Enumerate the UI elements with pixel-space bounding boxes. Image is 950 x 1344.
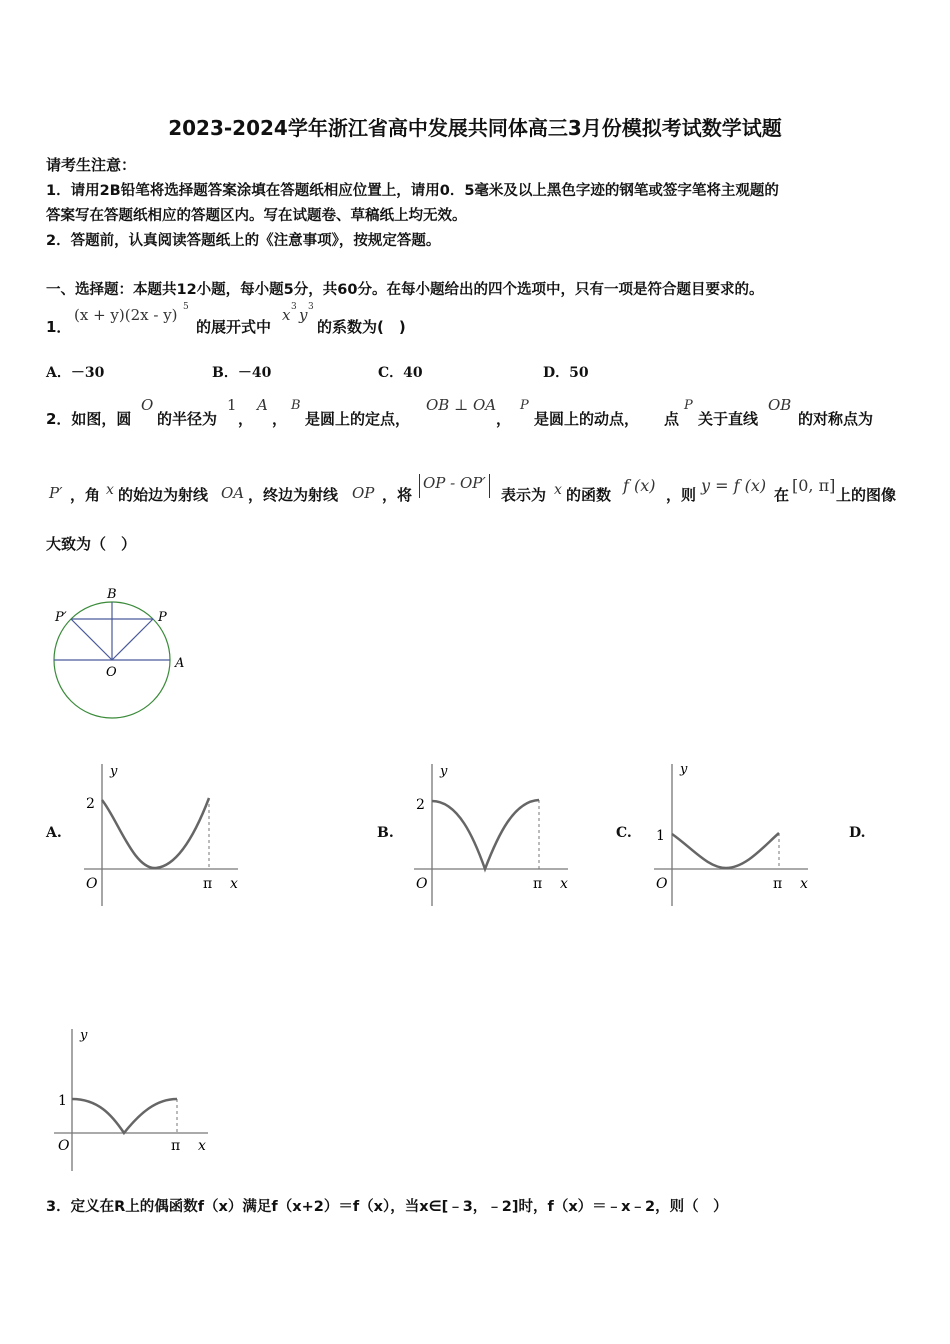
q1-option-d[interactable]: D．50 [543,365,589,381]
pi-label: π [533,876,543,892]
label-A: A [175,656,185,671]
graph-d[interactable] [48,1025,218,1175]
label-P-prime: P′ [55,610,67,625]
q2-B: B [291,398,301,413]
label-B: B [107,587,117,602]
question-2-line-2 [46,472,926,506]
q2-comma-1: ， [238,410,254,428]
q2-text-10: ，终边为射线 [248,486,339,504]
section-heading: 一、选择题：本题共12小题，每小题5分，共60分。在每小题给出的四个选项中，只有一项是符合题目要求的。 [46,282,764,298]
graph-option-d-label[interactable]: D. [849,825,866,841]
question-2-line-1 [46,394,926,428]
x-label: x [800,876,808,892]
y-tick: 2 [416,797,425,813]
q2-text-8: ，角 [70,486,101,504]
q2-O: O [141,396,154,414]
q2-OA: OA [221,484,245,502]
q1-option-a[interactable]: A．－30 [46,365,105,381]
label-O: O [106,665,117,680]
q2-text-3: 是圆上的定点， [305,410,411,428]
x-label: x [560,876,568,892]
q2-text-16: 上的图像 [836,486,897,504]
origin-label: O [416,876,428,892]
q2-text-5: 点 [664,410,680,428]
x-label: x [230,876,238,892]
q2-text-12: 表示为 [501,486,547,504]
q2-text-9: 的始边为射线 [118,486,209,504]
q1-expression: (x + y)(2x - y) [74,306,178,324]
q1-option-c[interactable]: C．40 [378,365,423,381]
y-label: y [440,764,448,779]
q2-OP: OP [352,484,375,502]
q2-P: P [520,398,529,413]
q2-text-14: ，则 [666,486,697,504]
q1-text-mid: 的展开式中 [196,318,272,336]
x-label: x [198,1138,206,1154]
graph-option-c-label[interactable]: C. [616,825,632,841]
q1-y: y [299,306,308,324]
y-tick: 1 [58,1093,67,1109]
q2-one: 1 [227,396,237,414]
q2-comma-2: ， [272,410,288,428]
q2-text-1: 2．如图，圆 [46,410,132,428]
q2-text-4: 是圆上的动点， [534,410,640,428]
q2-text-17: 大致为（ ） [46,535,137,553]
notice-heading: 请考生注意： [46,156,137,174]
y-label: y [680,762,688,777]
q1-option-b[interactable]: B．－40 [212,365,272,381]
q2-fx: f (x) [623,476,656,495]
radius-OP [112,619,153,660]
curve-c [672,833,779,868]
q1-x: x [282,306,291,324]
pi-label: π [773,876,783,892]
origin-label: O [86,876,98,892]
q2-A: A [257,396,268,414]
pi-label: π [171,1138,181,1154]
y-tick: 1 [656,828,665,844]
notice-line-1b: 答案写在答题纸相应的答题区内。写在试题卷、草稿纸上均无效。 [46,208,467,224]
q2-text-7: 的对称点为 [798,410,874,428]
graph-a[interactable] [78,760,248,910]
curve-a [102,798,209,868]
q1-number: 1． [46,318,72,336]
q1-x-exp: 3 [291,302,297,312]
q2-text-15: 在 [774,486,790,504]
q2-abs-expr: OP - OP′ [419,474,490,498]
graph-c[interactable] [648,760,818,910]
circle-figure [46,583,196,723]
q2-OB: OB [768,396,792,414]
q2-P-2: P [684,398,693,413]
page-title: 2023-2024学年浙江省高中发展共同体高三3月份模拟考试数学试题 [168,116,782,140]
notice-line-1a: 1．请用2B铅笔将选择题答案涂填在答题纸相应位置上，请用0．5毫米及以上黑色字迹的钢笔或签字笔将主观题的 [46,183,779,199]
graph-option-a-label[interactable]: A. [46,825,62,841]
q2-text-13: 的函数 [566,486,612,504]
origin-label: O [58,1138,70,1154]
q2-x-1: x [106,482,114,498]
graph-option-b-label[interactable]: B. [377,825,394,841]
q2-text-2: 的半径为 [157,410,218,428]
q1-y-exp: 3 [308,302,314,312]
pi-label: π [203,876,213,892]
y-label: y [80,1028,88,1043]
q1-exponent: 5 [183,302,189,312]
q2-x-2: x [554,482,562,498]
q2-text-11: ，将 [382,486,413,504]
y-label: y [110,764,118,779]
graph-b[interactable] [408,760,578,910]
q2-comma-3: ， [496,410,512,428]
curve-b [432,800,539,869]
y-tick: 2 [86,796,95,812]
q2-perp: OB ⊥ OA [426,396,497,414]
q2-text-6: 关于直线 [698,410,759,428]
q2-P-prime: P′ [49,484,63,502]
question-3: 3．定义在R上的偶函数f（x）满足f（x+2）＝f（x），当x∈[﹣3，﹣2]时，f（x）＝﹣x﹣2，则（ ） [46,1199,728,1215]
label-P: P [158,610,167,625]
q2-interval: [0, π] [792,476,836,495]
q2-yfx: y = f (x) [701,476,767,495]
curve-d [72,1099,177,1133]
notice-line-2: 2．答题前，认真阅读答题纸上的《注意事项》，按规定答题。 [46,233,441,249]
radius-OP-prime [71,619,112,660]
origin-label: O [656,876,668,892]
q1-text-end: 的系数为( ) [317,318,406,336]
